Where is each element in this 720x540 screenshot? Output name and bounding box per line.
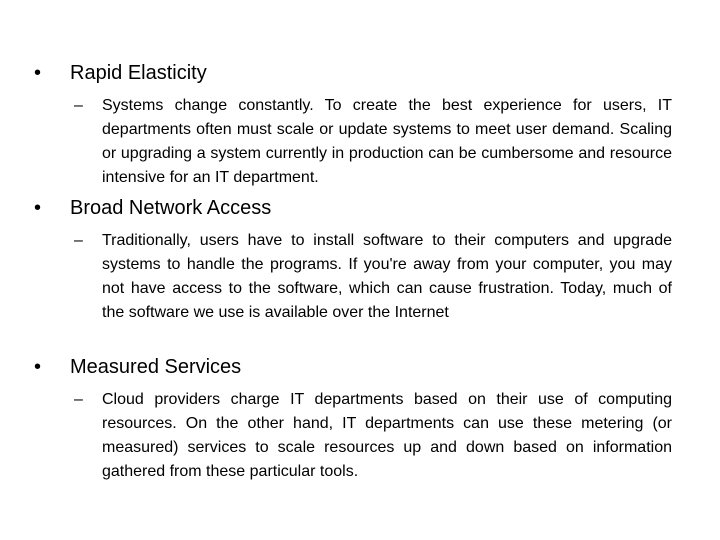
bullet-heading-row <box>34 60 682 86</box>
sub-bullet <box>34 94 682 190</box>
bullet-dot-icon: • <box>34 197 42 219</box>
bullet-dot-icon: • <box>34 356 42 378</box>
sub-bullet-text: Systems change constantly. To create the best experience for users, IT departments often must scale or update systems to meet user demand. Scaling or upgrading a system currently in production can be cumbersome and resource intensive for an IT department. <box>102 97 672 186</box>
bullet-heading-row <box>34 195 682 221</box>
bullet-heading: Broad Network Access <box>70 197 272 219</box>
bullet-rapid-elasticity <box>34 60 682 190</box>
sub-bullet <box>34 388 682 484</box>
sub-bullet <box>34 229 682 325</box>
sub-bullet-text: Traditionally, users have to install software to their computers and upgrade systems to handle the programs. If you're away from your computer, you may not have access to the software, which can cause frustration. Today, much of the software we use is available over the Internet <box>102 232 672 321</box>
bullet-broad-network-access <box>34 195 682 325</box>
sub-bullet-text: Cloud providers charge IT departments based on their use of computing resources. On the other hand, IT departments can use these metering (or measured) services to scale resources up and down based on information gathered from these particular tools. <box>102 391 672 480</box>
dash-icon: – <box>74 391 83 408</box>
bullet-dot-icon: • <box>34 62 42 84</box>
bullet-heading-row <box>34 354 682 380</box>
dash-icon: – <box>74 97 83 114</box>
dash-icon: – <box>74 232 83 249</box>
bullet-heading: Measured Services <box>70 356 242 378</box>
bullet-measured-services <box>34 354 682 484</box>
bullet-heading: Rapid Elasticity <box>70 62 207 84</box>
